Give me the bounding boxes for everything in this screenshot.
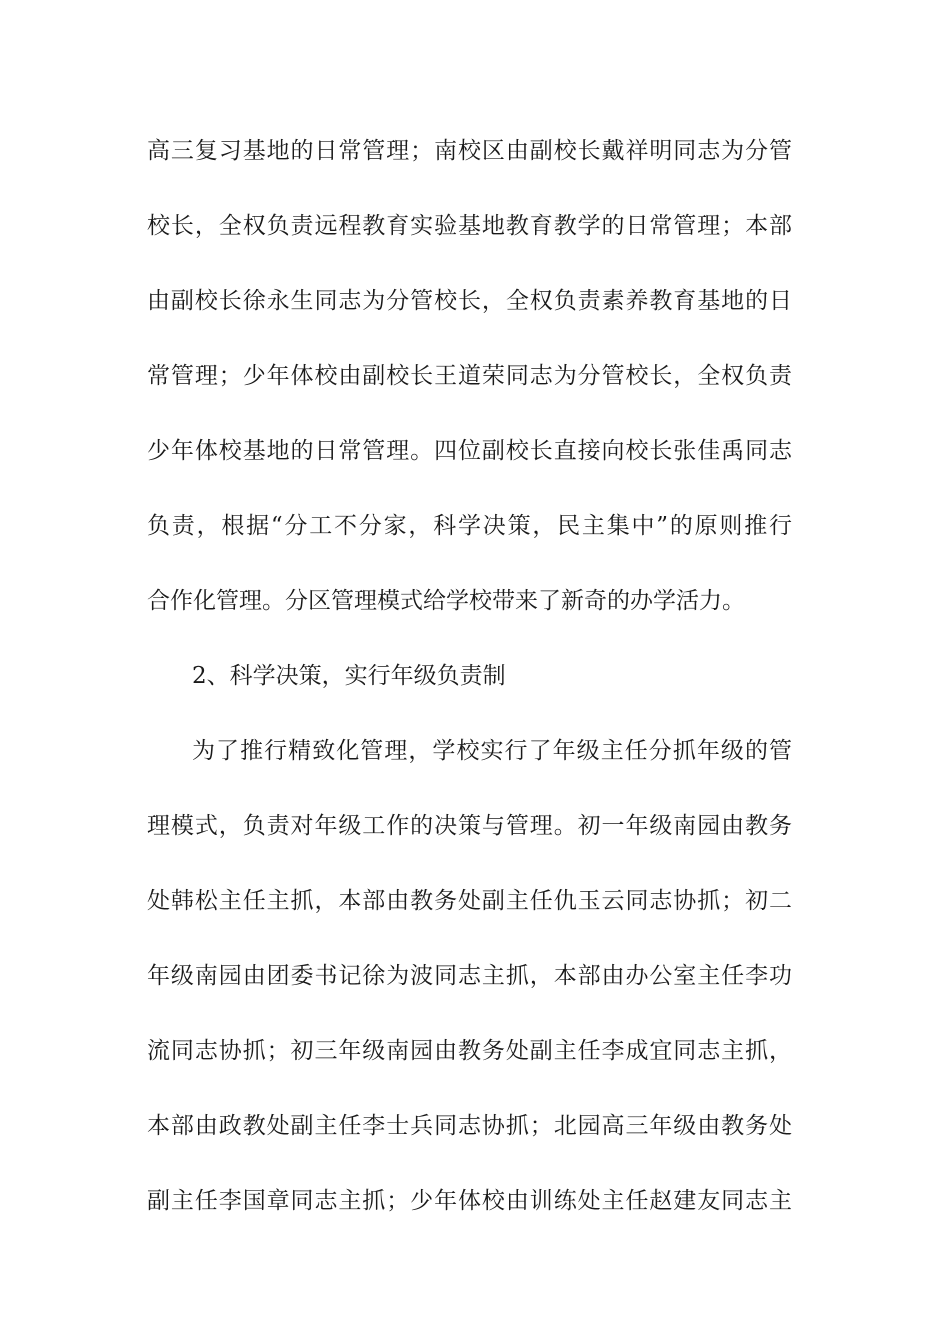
paragraph-line: 合作化管理。分区管理模式给学校带来了新奇的办学活力。 — [147, 588, 745, 614]
paragraph-line: 负责，根据“分工不分家，科学决策，民主集中”的原则推行 — [147, 513, 792, 539]
paragraph-line: 流同志协抓；初三年级南园由教务处副主任李成宜同志主抓， — [147, 1038, 792, 1064]
paragraph-line: 校长，全权负责远程教育实验基地教育教学的日常管理；本部 — [147, 213, 792, 239]
paragraph-line: 少年体校基地的日常管理。四位副校长直接向校长张佳禹同志 — [147, 438, 792, 464]
paragraph-line: 由副校长徐永生同志为分管校长，全权负责素养教育基地的日 — [147, 288, 792, 314]
paragraph-line: 为了推行精致化管理，学校实行了年级主任分抓年级的管 — [192, 738, 792, 764]
section-heading: 2、科学决策，实行年级负责制 — [192, 663, 506, 689]
paragraph-line: 理模式，负责对年级工作的决策与管理。初一年级南园由教务 — [147, 813, 792, 839]
paragraph-line: 本部由政教处副主任李士兵同志协抓；北园高三年级由教务处 — [147, 1113, 792, 1139]
paragraph-line: 副主任李国章同志主抓；少年体校由训练处主任赵建友同志主 — [147, 1188, 792, 1214]
paragraph-line: 高三复习基地的日常管理；南校区由副校长戴祥明同志为分管 — [147, 138, 792, 164]
paragraph-line: 年级南园由团委书记徐为波同志主抓，本部由办公室主任李功 — [147, 963, 792, 989]
paragraph-line: 常管理；少年体校由副校长王道荣同志为分管校长，全权负责 — [147, 363, 792, 389]
paragraph-line: 处韩松主任主抓，本部由教务处副主任仇玉云同志协抓；初二 — [147, 888, 792, 914]
